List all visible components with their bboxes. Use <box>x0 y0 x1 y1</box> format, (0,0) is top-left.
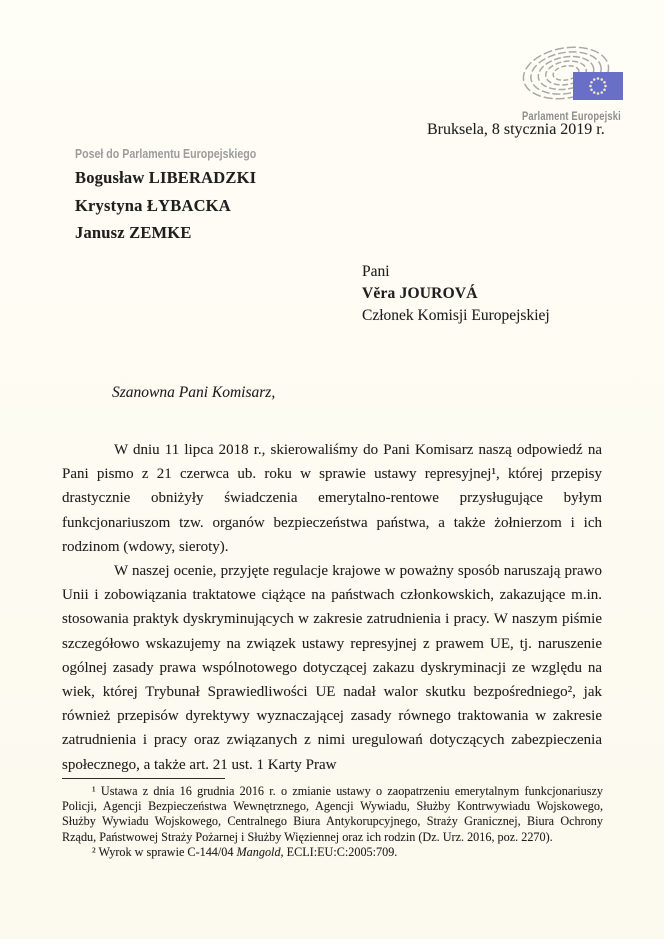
footnote-2-text: ² Wyrok w sprawie C-144/04 <box>92 844 237 859</box>
footnote-separator <box>62 778 225 779</box>
sender-name: Bogusław LIBERADZKI <box>75 168 257 187</box>
footnotes <box>62 784 603 860</box>
recipient-prefix: Pani <box>362 263 390 280</box>
hemicycle-eu-flag-icon <box>522 44 628 102</box>
recipient-title: Członek Komisji Europejskiej <box>362 307 550 324</box>
recipient-name: Věra JOUROVÁ <box>362 285 478 302</box>
case-name: Mangold <box>236 844 281 859</box>
greeting: Szanowna Pani Komisarz, <box>112 384 276 401</box>
body-paragraph-1: W dniu 11 lipca 2018 r., skierowaliśmy do Pani Komisarz naszą odpowiedź na Pani pismo z 21 czerwca ub. roku w sprawie ustawy represyjnej¹, której przepisy drastycznie obniżyły świadczenia emerytalno-rentowe przysługujące byłym funkcjonariuszom tzw. organów bezpieczeństwa państwa, a także żołnierzom i ich rodzinom (wdowy, sieroty). <box>62 442 602 555</box>
eu-flag <box>573 72 623 100</box>
footnote-1: ¹ Ustawa z dnia 16 grudnia 2016 r. o zmianie ustawy o zaopatrzeniu emerytalnym funkcjonariuszy Policji, Agencji Bezpieczeństwa Wewnętrznego, Agencji Wywiadu, Służby Kontrwywiadu Wojskowego, Służby Wywiadu Wojskowego, Centralnego Biura Antykorupcyjnego, Straży Granicznej, Biura Ochrony Rządu, Państwowej Straży Pożarnej i Służby Więziennej oraz ich rodzin (Dz. Urz. 2016, poz. 2270). <box>62 784 603 844</box>
logo-caption: Parlament Europejski <box>522 109 621 123</box>
footnote-2 <box>62 845 603 860</box>
footnote-2-citation: , ECLI:EU:C:2005:709. <box>280 844 398 859</box>
sender-name: Janusz ZEMKE <box>75 223 192 242</box>
date-line: Bruksela, 8 stycznia 2019 r. <box>427 121 605 138</box>
sender-names <box>75 164 256 247</box>
european-parliament-logo <box>522 44 628 123</box>
recipient-block <box>362 261 550 327</box>
body-paragraph-2: W naszej ocenie, przyjęte regulacje krajowe w poważny sposób naruszają prawo Unii i zobowiązania traktatowe ciążące na państwach członkowskich, zakazujące m.in. stosowania praktyk dyskryminujących w zakresie zatrudnienia i pracy. W naszym piśmie szczegółowo wskazujemy na związek ustawy represyjnej z prawem UE, tj. naruszenie ogólnej zasady prawa wspólnotowego dotyczącej zakazu dyskryminacji ze względu na wiek, której Trybunał Sprawiedliwości UE nadał walor skutku bezpośredniego², jak również przepisów dyrektywy wyznaczającej zasady równego traktowania w zakresie zatrudnienia i pracy oraz związanych z nimi uregulowań dotyczących zabezpieczenia społecznego, a także art. 21 ust. 1 Karty Praw <box>62 563 602 773</box>
sender-name: Krystyna ŁYBACKA <box>75 195 231 215</box>
letter-body <box>62 438 602 777</box>
sender-role: Poseł do Parlamentu Europejskiego <box>75 147 257 161</box>
